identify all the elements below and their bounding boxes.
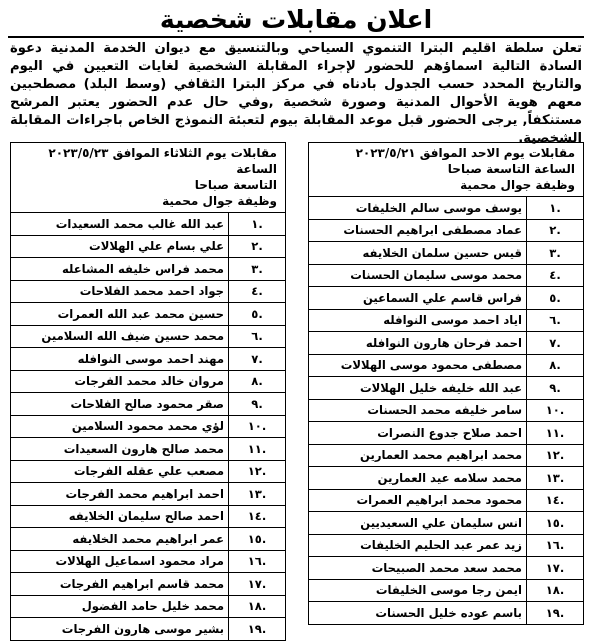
row-number: .١ (229, 213, 286, 236)
tuesday-header-time: التاسعة صباحا (194, 178, 277, 192)
table-row (11, 213, 286, 236)
table-row (309, 264, 584, 287)
row-number: .٦ (229, 325, 286, 348)
table-row (309, 197, 584, 220)
candidate-name: يوسف موسى سالم الخليفات (309, 197, 527, 220)
table-row (11, 438, 286, 461)
candidate-name: محمد ابراهيم محمد العمارين (309, 444, 527, 467)
table-row (11, 235, 286, 258)
table-row (309, 354, 584, 377)
table-row (309, 602, 584, 625)
intro-paragraph: تعلن سلطة اقليم البترا التنموي السياحي وبالتنسيق مع ديوان الخدمة المدنية دعوة السادة التالية اسماؤهم للحضور لإجراء المقابلة الشخصية لغايات التعيين في اليوم والتاريخ المحدد حسب الجدول بادناه في مركز البترا الثقافي (وسط البلد) مصطحبين معهم هوية الأحوال المدنية وصورة شخصية ,وفي حال عدم الحضور يعتبر المرشح مستنكفاً, يرجى الحضور قبل موعد المقابلة بيوم لتعبئة النموذج الخاص باجراءات المقابلة الشخصية. (10, 41, 582, 146)
row-number: .٢ (527, 219, 584, 242)
row-number: .١٩ (229, 618, 286, 641)
candidate-name: محمود محمد ابراهيم العمرات (309, 489, 527, 512)
row-number: .١٤ (527, 489, 584, 512)
page-title: اعلان مقابلات شخصية (159, 5, 433, 34)
row-number: .١٦ (229, 550, 286, 573)
row-number: .٧ (229, 348, 286, 371)
table-row (11, 348, 286, 371)
candidate-name: سامر خليفه محمد الحسنات (309, 399, 527, 422)
row-number: .٣ (229, 258, 286, 281)
candidate-name: جواد احمد محمد الفلاحات (11, 280, 229, 303)
row-number: .٩ (229, 393, 286, 416)
table-row (309, 579, 584, 602)
table-row (309, 287, 584, 310)
row-number: .٣ (527, 242, 584, 265)
row-number: .١٥ (527, 512, 584, 535)
sunday-header-job: وظيفة جوال محمية (460, 178, 575, 192)
table-row (309, 534, 584, 557)
candidate-name: احمد فرحان هارون النوافله (309, 332, 527, 355)
table-row (11, 505, 286, 528)
row-number: .١٦ (527, 534, 584, 557)
row-number: .٢ (229, 235, 286, 258)
tuesday-interviews-table (10, 142, 286, 641)
table-row (309, 242, 584, 265)
row-number: .١٥ (229, 528, 286, 551)
table-row (11, 483, 286, 506)
table-row (11, 550, 286, 573)
table-row (309, 467, 584, 490)
row-number: .٥ (527, 287, 584, 310)
row-number: .١٣ (229, 483, 286, 506)
candidate-name: قيس حسين سلمان الخلايفه (309, 242, 527, 265)
table-row (11, 618, 286, 641)
candidate-name: مصطفى محمود موسى الهلالات (309, 354, 527, 377)
tuesday-table-header (11, 143, 286, 213)
candidate-name: محمد سلامه عيد العمارين (309, 467, 527, 490)
table-row (11, 393, 286, 416)
sunday-header-date: مقابلات يوم الاحد الموافق ٢٠٢٣/٥/٢١ (355, 146, 575, 160)
candidate-name: زيد عمر عبد الحليم الخليفات (309, 534, 527, 557)
row-number: .١٨ (527, 579, 584, 602)
candidate-name: مراد محمود اسماعيل الهلالات (11, 550, 229, 573)
row-number: .١٣ (527, 467, 584, 490)
table-row (309, 219, 584, 242)
row-number: .١٨ (229, 595, 286, 618)
row-number: .٨ (229, 370, 286, 393)
candidate-name: مهند احمد موسى النوافله (11, 348, 229, 371)
candidate-name: محمد خليل حامد الفضول (11, 595, 229, 618)
table-row (309, 399, 584, 422)
candidate-name: بشير موسى هارون الفرجات (11, 618, 229, 641)
row-number: .١٩ (527, 602, 584, 625)
table-row (309, 512, 584, 535)
table-row (309, 309, 584, 332)
table-row (309, 377, 584, 400)
row-number: .٨ (527, 354, 584, 377)
table-row (11, 595, 286, 618)
row-number: .١١ (527, 422, 584, 445)
row-number: .٦ (527, 309, 584, 332)
tuesday-header-job: وظيفة جوال محمية (162, 194, 277, 208)
row-number: .٧ (527, 332, 584, 355)
table-row (11, 370, 286, 393)
tuesday-header-date: مقابلات يوم الثلاثاء الموافق ٢٠٢٣/٥/٢٣ الساعة (48, 146, 277, 176)
candidate-name: احمد ابراهيم محمد الفرجات (11, 483, 229, 506)
candidate-name: محمد قاسم ابراهيم الفرجات (11, 573, 229, 596)
table-row (11, 325, 286, 348)
row-number: .١٧ (229, 573, 286, 596)
row-number: .٤ (527, 264, 584, 287)
candidate-name: صقر محمود صالح الفلاحات (11, 393, 229, 416)
candidate-name: محمد حسين ضيف الله السلامين (11, 325, 229, 348)
table-row (11, 280, 286, 303)
row-number: .٤ (229, 280, 286, 303)
row-number: .١٢ (229, 460, 286, 483)
table-row (11, 573, 286, 596)
candidate-name: عبد الله خليفه خليل الهلالات (309, 377, 527, 400)
candidate-name: محمد صالح هارون السعيدات (11, 438, 229, 461)
candidate-name: باسم عوده خليل الحسنات (309, 602, 527, 625)
table-row (309, 332, 584, 355)
table-row (11, 415, 286, 438)
row-number: .١٢ (527, 444, 584, 467)
candidate-name: علي بسام علي الهلالات (11, 235, 229, 258)
row-number: .١١ (229, 438, 286, 461)
row-number: .١٠ (229, 415, 286, 438)
sunday-interviews-table (308, 142, 584, 625)
candidate-name: ايمن رجا موسى الخليفات (309, 579, 527, 602)
candidate-name: عبد الله غالب محمد السعيدات (11, 213, 229, 236)
candidate-name: مصعب علي عقله الفرجات (11, 460, 229, 483)
row-number: .١٧ (527, 557, 584, 580)
row-number: .١ (527, 197, 584, 220)
candidate-name: اياد احمد موسى النوافله (309, 309, 527, 332)
candidate-name: محمد فراس خليفه المشاعله (11, 258, 229, 281)
row-number: .١٤ (229, 505, 286, 528)
candidate-name: عماد مصطفى ابراهيم الحسنات (309, 219, 527, 242)
table-row (309, 444, 584, 467)
candidate-name: فراس قاسم علي السماعين (309, 287, 527, 310)
sunday-header-time: الساعة التاسعة صباحا (447, 162, 575, 176)
table-row (309, 489, 584, 512)
table-row (11, 528, 286, 551)
table-row (11, 303, 286, 326)
candidate-name: مروان خالد محمد الفرجات (11, 370, 229, 393)
sunday-table-header (309, 143, 584, 197)
candidate-name: محمد موسى سليمان الحسنات (309, 264, 527, 287)
table-row (309, 557, 584, 580)
table-row (11, 258, 286, 281)
candidate-name: احمد صلاح جدوع النصرات (309, 422, 527, 445)
row-number: .١٠ (527, 399, 584, 422)
candidate-name: لؤي محمد محمود السلامين (11, 415, 229, 438)
title-divider (8, 36, 584, 38)
table-row (309, 422, 584, 445)
candidate-name: حسين محمد عبد الله العمرات (11, 303, 229, 326)
candidate-name: احمد صالح سليمان الخلايفه (11, 505, 229, 528)
candidate-name: انس سليمان علي السعيديين (309, 512, 527, 535)
table-row (11, 460, 286, 483)
row-number: .٥ (229, 303, 286, 326)
candidate-name: عمر ابراهيم محمد الخلايفه (11, 528, 229, 551)
candidate-name: محمد سعد محمد الصبيحات (309, 557, 527, 580)
row-number: .٩ (527, 377, 584, 400)
